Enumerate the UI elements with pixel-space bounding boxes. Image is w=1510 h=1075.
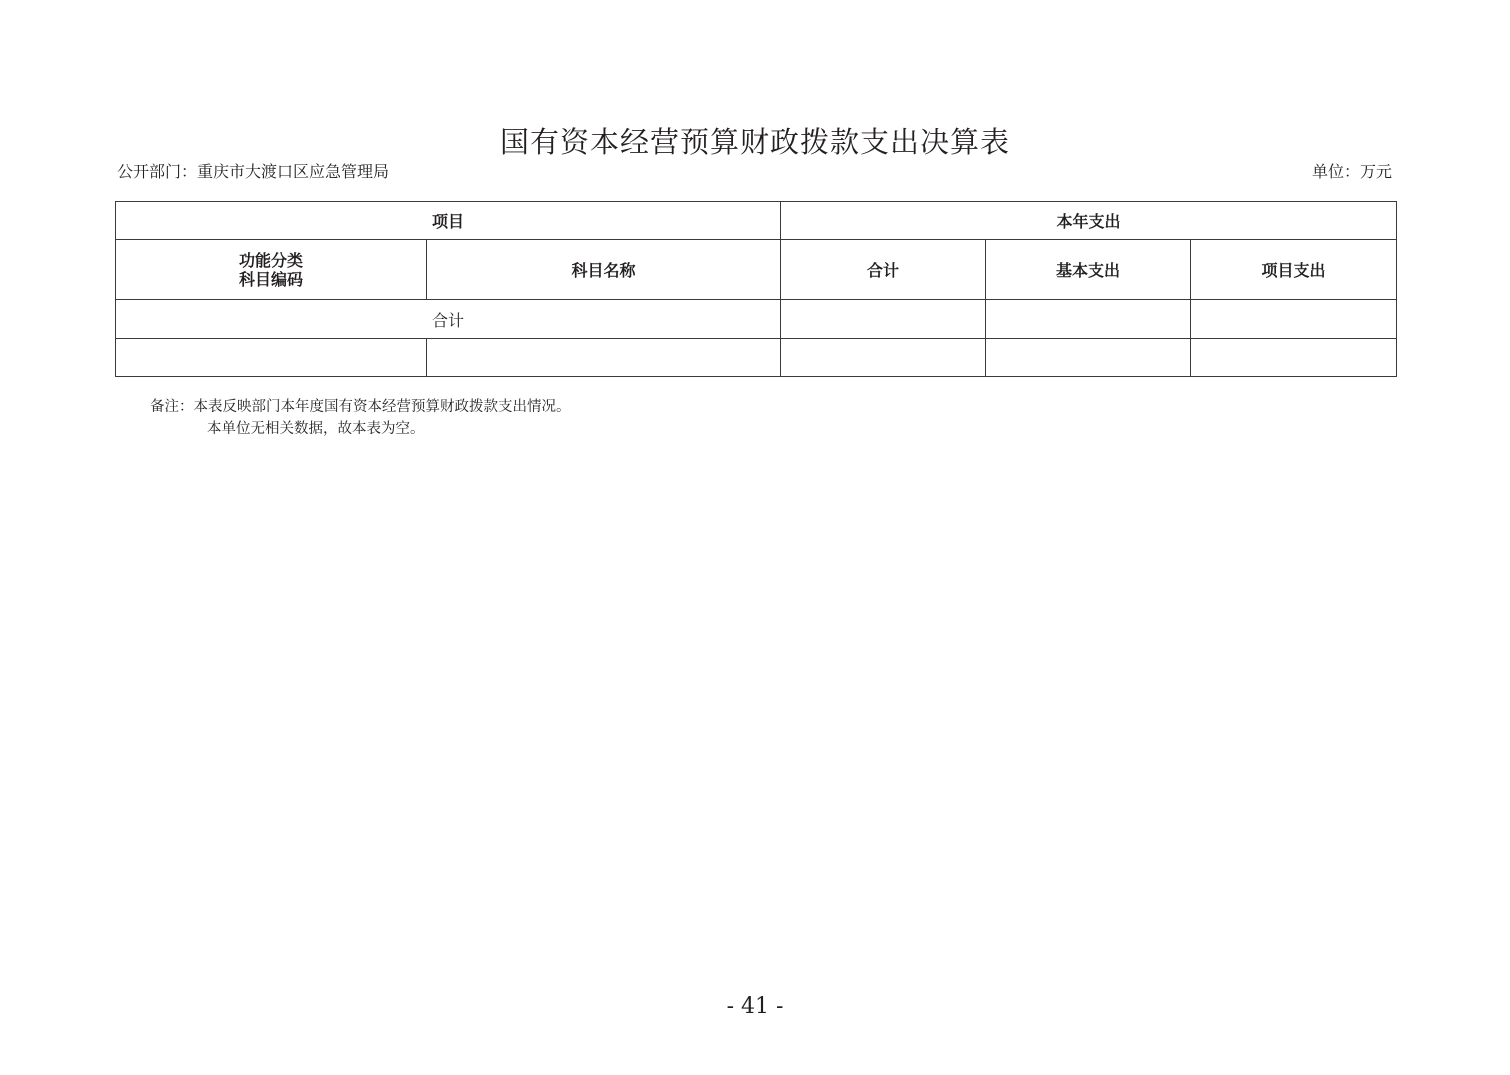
table-row-total <box>116 300 1397 339</box>
note-line-1: 备注：本表反映部门本年度国有资本经营预算财政拨款支出情况。 <box>150 399 571 415</box>
total-label: 合计 <box>116 300 781 339</box>
page-title: 国有资本经营预算财政拨款支出决算表 <box>499 125 1010 159</box>
notes <box>150 396 571 440</box>
total-cell-total <box>781 300 986 339</box>
header-basic-expense: 基本支出 <box>986 240 1191 300</box>
header-current-year: 本年支出 <box>781 202 1397 240</box>
cell-basic <box>986 339 1191 377</box>
header-project-expense: 项目支出 <box>1191 240 1397 300</box>
table-header-row-2 <box>116 240 1397 300</box>
header-function-code <box>116 240 427 300</box>
table-row <box>116 339 1397 377</box>
cell-name <box>427 339 781 377</box>
header-code-line1: 功能分类 <box>238 250 303 270</box>
cell-project <box>1191 339 1397 377</box>
note-line-2: 本单位无相关数据，故本表为空。 <box>207 421 425 437</box>
budget-table <box>115 201 1397 377</box>
header-subject-name: 科目名称 <box>427 240 781 300</box>
header-code-line2: 科目编码 <box>238 269 303 289</box>
header-project: 项目 <box>116 202 781 240</box>
total-cell-basic <box>986 300 1191 339</box>
cell-code <box>116 339 427 377</box>
department-label: 公开部门：重庆市大渡口区应急管理局 <box>117 162 390 181</box>
cell-total <box>781 339 986 377</box>
unit-label: 单位：万元 <box>1311 162 1392 181</box>
page-number: - 41 - <box>726 994 784 1019</box>
header-total: 合计 <box>781 240 986 300</box>
table-header-row-1 <box>116 202 1397 240</box>
total-cell-project <box>1191 300 1397 339</box>
